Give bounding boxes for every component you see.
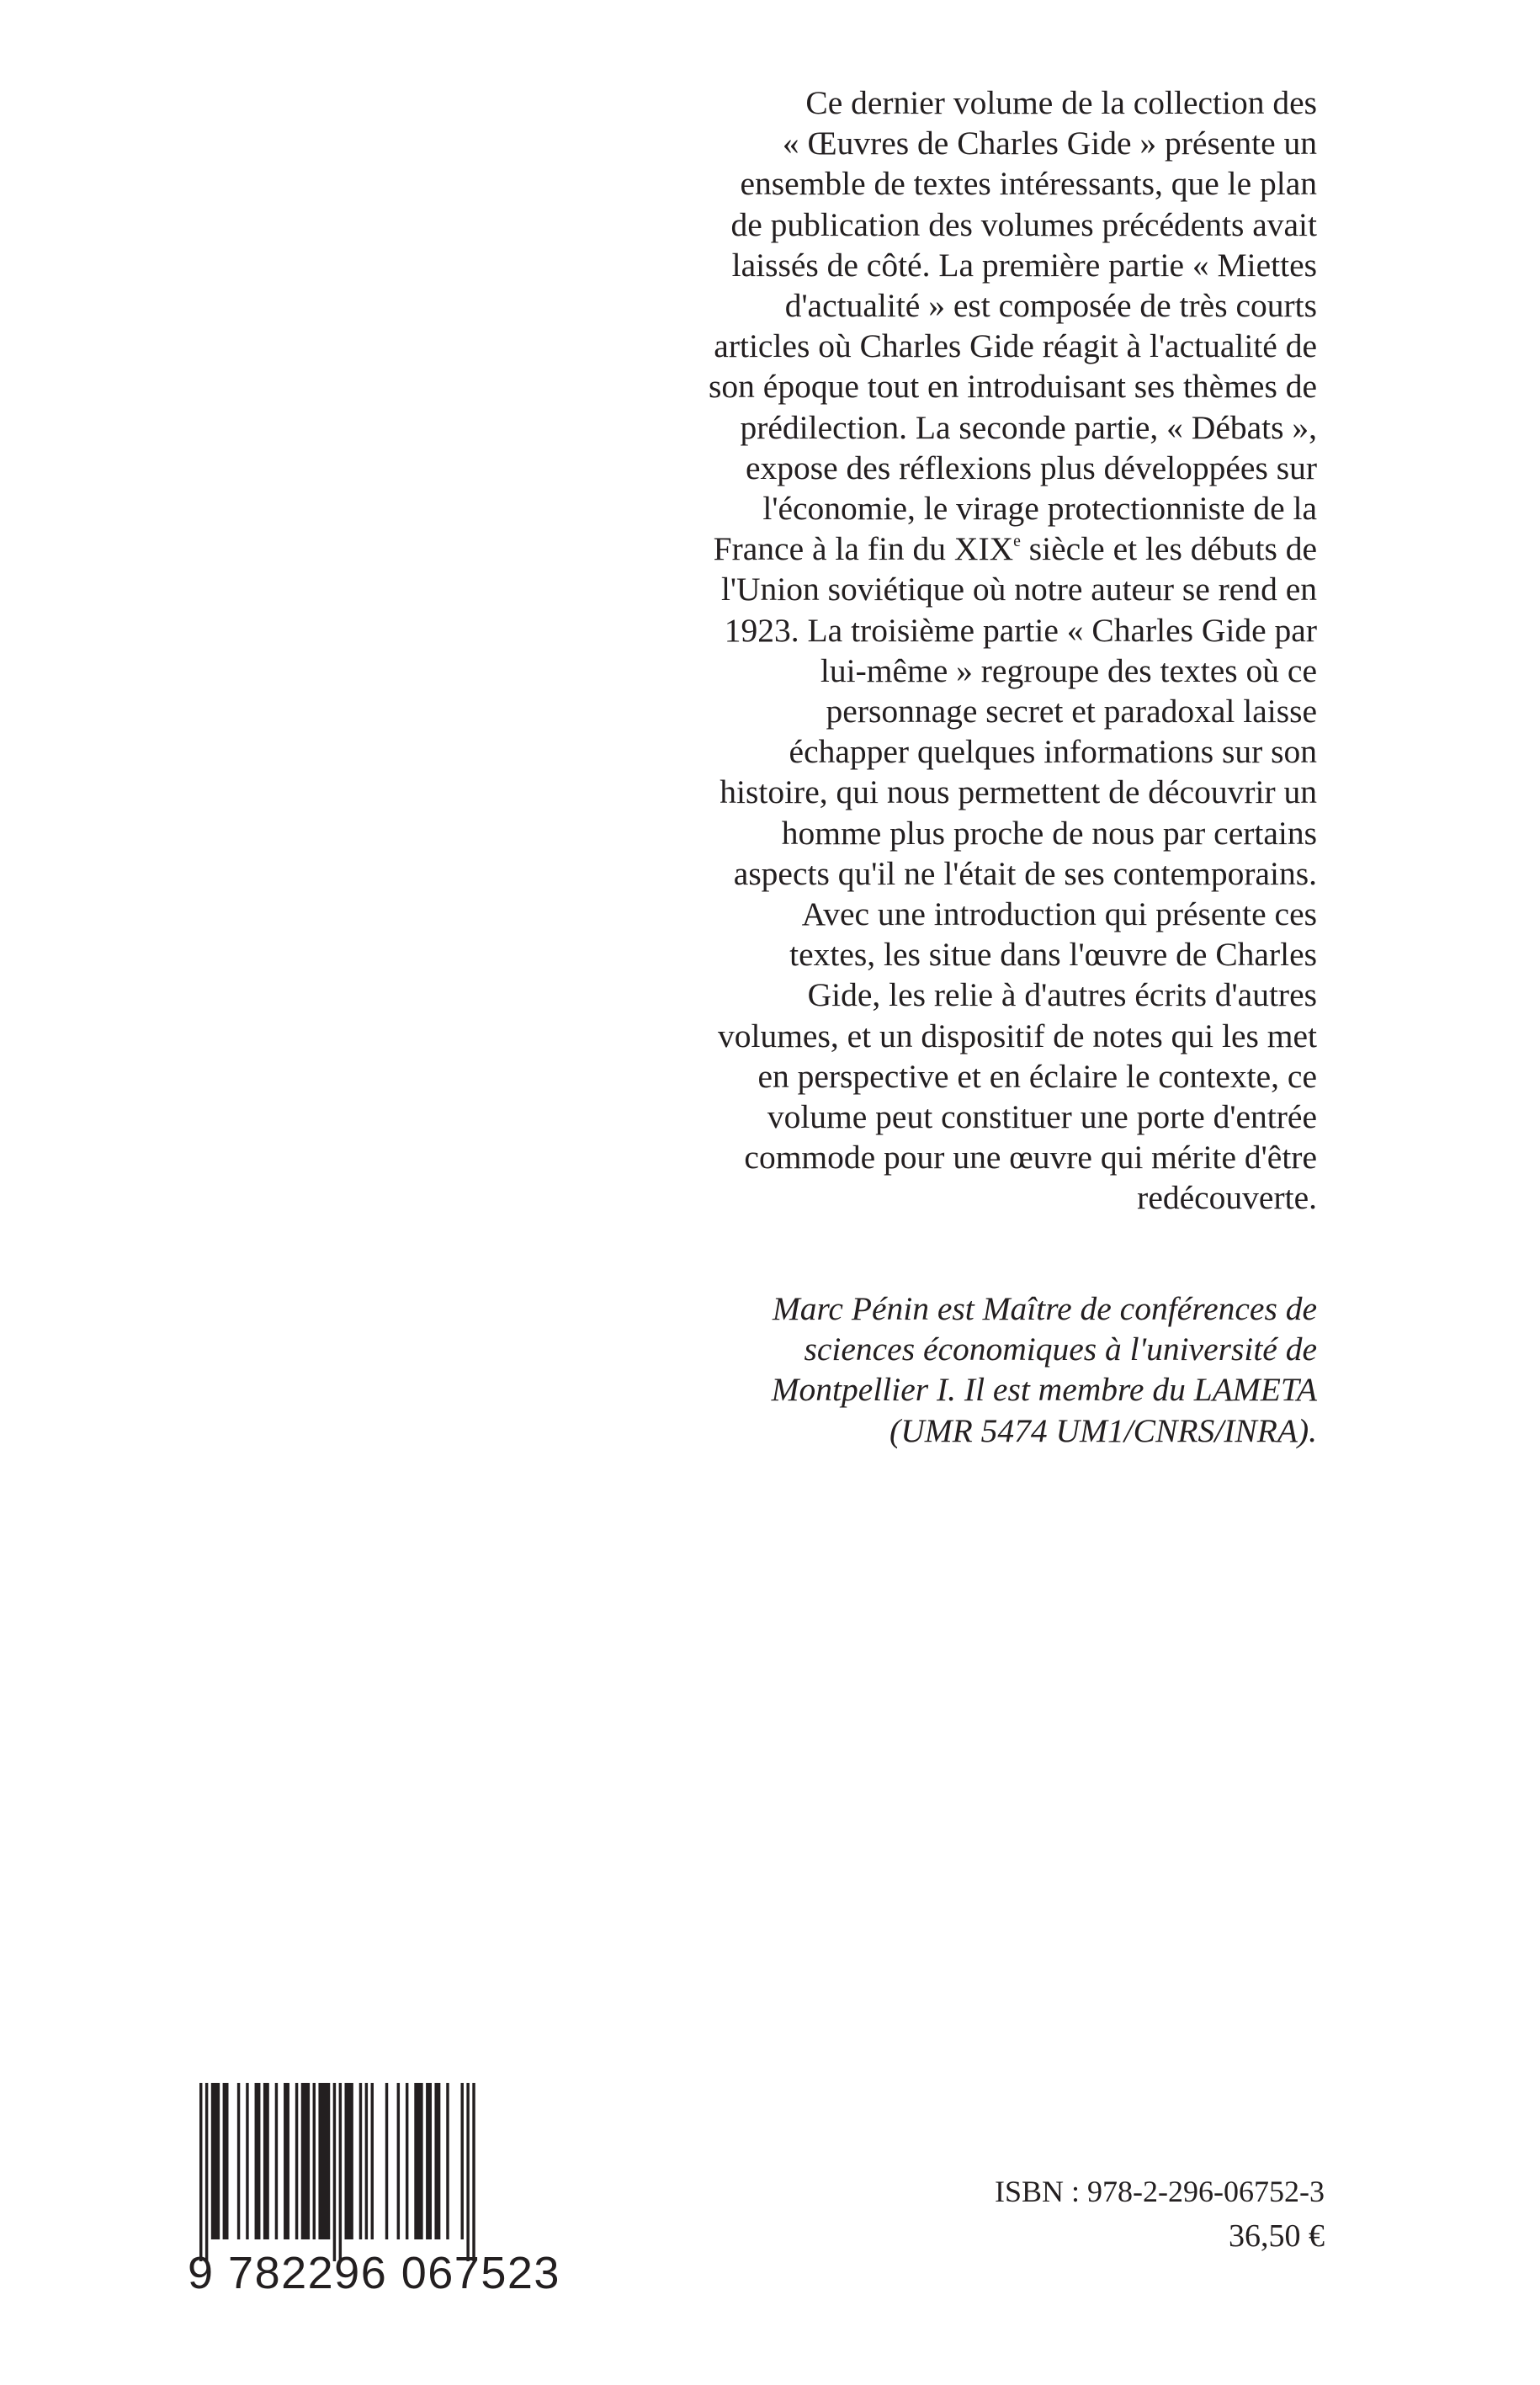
blurb-line: l'économie, le virage protectionniste de la xyxy=(762,490,1317,528)
barcode-bar xyxy=(345,2083,353,2239)
barcode-bar xyxy=(246,2083,248,2239)
blurb-line: volume peut constituer une porte d'entrée xyxy=(767,1098,1317,1136)
barcode-bars xyxy=(188,2083,507,2268)
blurb-line: échapper quelques informations sur son xyxy=(789,733,1317,771)
blurb-line: aspects qu'il ne l'était de ses contemporains. xyxy=(733,854,1317,892)
blurb-line: « Œuvres de Charles Gide » présente un xyxy=(782,125,1317,162)
author-bio xyxy=(484,1288,1317,1451)
barcode-bar xyxy=(385,2083,388,2239)
barcode-bar xyxy=(434,2083,440,2239)
blurb-line-head: France à la fin du XIX xyxy=(713,530,1014,568)
barcode-bar xyxy=(211,2083,220,2239)
blurb-line: Ce dernier volume de la collection des xyxy=(805,84,1317,121)
back-cover-blurb xyxy=(484,82,1317,1219)
blurb-line: expose des réflexions plus développées sur xyxy=(745,449,1317,486)
price-label: 36,50 € xyxy=(1229,2218,1325,2254)
bio-line: Montpellier I. Il est membre du LAMETA xyxy=(771,1371,1317,1409)
blurb-line: Gide, les relie à d'autres écrits d'autres xyxy=(807,976,1317,1014)
blurb-line: homme plus proche de nous par certains xyxy=(781,814,1317,852)
barcode-bar xyxy=(365,2083,368,2239)
barcode xyxy=(188,2083,560,2302)
blurb-line: l'Union soviétique où notre auteur se rend en xyxy=(720,571,1317,608)
isbn-label: ISBN : 978-2-296-06752-3 xyxy=(995,2175,1325,2208)
barcode-bar xyxy=(284,2083,289,2239)
blurb-line: commode pour une œuvre qui mérite d'être xyxy=(744,1139,1317,1177)
blurb-line: lui-même » regroupe des textes où ce xyxy=(820,651,1317,689)
barcode-bar xyxy=(263,2083,269,2239)
blurb-line-tail: siècle et les débuts de xyxy=(1020,530,1317,568)
barcode-guard-bar xyxy=(466,2083,469,2261)
blurb-line-with-superscript xyxy=(484,529,1317,569)
bio-line: sciences économiques à l'université de xyxy=(804,1331,1317,1368)
century-superscript: e xyxy=(1013,532,1021,551)
barcode-bar xyxy=(275,2083,278,2239)
blurb-line: en perspective et en éclaire le contexte, ce xyxy=(757,1057,1317,1095)
blurb-line: histoire, qui nous permettent de découvrir un xyxy=(720,773,1317,811)
barcode-guard-bar xyxy=(339,2083,342,2261)
barcode-bar xyxy=(223,2083,229,2239)
blurb-line: personnage secret et paradoxal laisse xyxy=(826,693,1317,730)
barcode-bar xyxy=(371,2083,374,2239)
blurb-line: redécouverte. xyxy=(1137,1179,1317,1217)
barcode-guard-bar xyxy=(472,2083,475,2261)
blurb-line: prédilection. La seconde partie, « Débats », xyxy=(740,408,1317,446)
barcode-bar xyxy=(318,2083,330,2239)
bio-line: Marc Pénin est Maître de conférences de xyxy=(772,1290,1317,1327)
barcode-bar xyxy=(446,2083,449,2239)
bio-line: (UMR 5474 UM1/CNRS/INRA). xyxy=(889,1411,1317,1449)
blurb-line: volumes, et un dispositif de notes qui les met xyxy=(717,1017,1317,1054)
barcode-bar xyxy=(426,2083,432,2239)
barcode-bar xyxy=(397,2083,400,2239)
barcode-bar xyxy=(406,2083,408,2239)
barcode-guard-bar xyxy=(205,2083,208,2261)
blurb-line: laissés de côté. La première partie « Miettes xyxy=(731,246,1317,284)
blurb-line: son époque tout en introduisant ses thèmes de xyxy=(709,368,1317,406)
barcode-bar xyxy=(414,2083,422,2239)
barcode-bar xyxy=(255,2083,261,2239)
barcode-guard-bar xyxy=(199,2083,202,2261)
barcode-digits: 9 782296 067523 xyxy=(188,2248,560,2298)
blurb-line: textes, les situe dans l'œuvre de Charles xyxy=(789,936,1317,974)
blurb-line: Avec une introduction qui présente ces xyxy=(801,895,1317,933)
barcode-bar xyxy=(301,2083,310,2239)
barcode-bar xyxy=(295,2083,298,2239)
blurb-line: articles où Charles Gide réagit à l'actualité de xyxy=(714,327,1317,365)
blurb-line: 1923. La troisième partie « Charles Gide par xyxy=(724,611,1317,649)
blurb-line: de publication des volumes précédents avait xyxy=(730,205,1317,243)
barcode-bar xyxy=(359,2083,362,2239)
barcode-bar xyxy=(461,2083,464,2239)
barcode-guard-bar xyxy=(333,2083,336,2261)
barcode-bar xyxy=(313,2083,316,2239)
barcode-bar xyxy=(237,2083,240,2239)
blurb-line: d'actualité » est composée de très courts xyxy=(784,287,1317,325)
blurb-line: ensemble de textes intéressants, que le plan xyxy=(740,165,1317,203)
